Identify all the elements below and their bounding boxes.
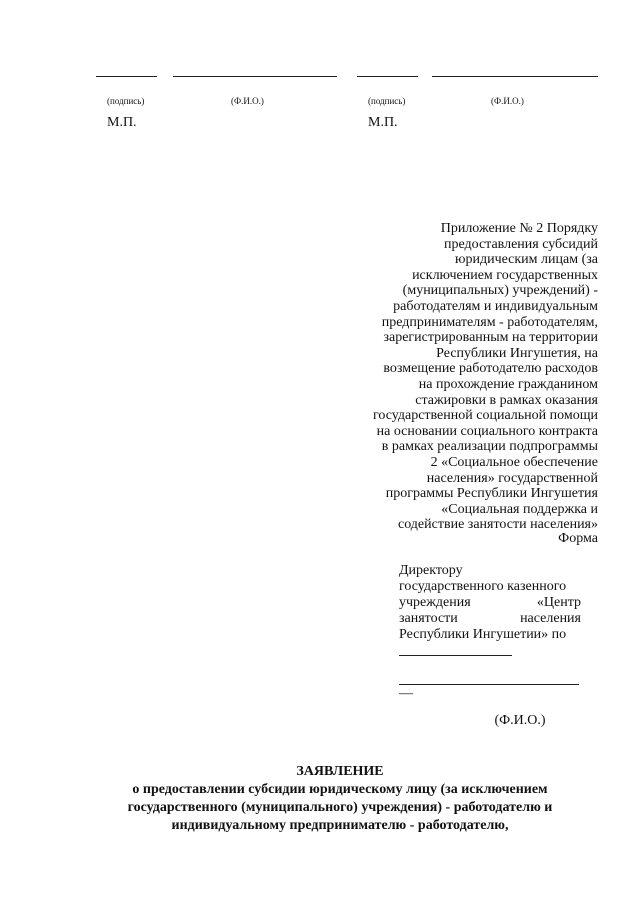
appendix-line: исключением государственных [412, 267, 598, 283]
appendix-line: предоставления субсидий [443, 236, 598, 252]
appendix-line: на прохождение гражданином [418, 376, 598, 392]
signature-line-2 [357, 76, 418, 77]
statement-subtitle-line: о предоставлении субсидии юридическому лицу (за исключением [132, 782, 548, 797]
addressee-dash: — [399, 686, 413, 701]
appendix-line: государственной социальной помощи [372, 408, 598, 424]
appendix-line: возмещение работодателю расходов [383, 361, 598, 377]
addressee-line: Директору [399, 563, 463, 578]
signature-line-1 [96, 76, 157, 77]
appendix-line: в рамках реализации подпрограммы [381, 439, 598, 455]
addressee-line [399, 595, 581, 611]
appendix-line: населения» государственной [426, 470, 598, 486]
stamp-place-1: М.П. [107, 115, 137, 130]
appendix-line: 2 «Социальное обеспечение [430, 454, 598, 470]
addressee-line: государственного казенного [399, 579, 567, 594]
signature-label-2: (подпись) [368, 96, 406, 106]
addressee-fill-line-2 [399, 684, 579, 685]
addressee-fill-line-1 [399, 655, 512, 656]
addressee-block [399, 563, 581, 643]
fio-label-2: (Ф.И.О.) [491, 96, 524, 106]
appendix-line: юридическим лицам (за [455, 252, 598, 268]
addressee-word: «Центр [536, 595, 581, 610]
appendix-line: Приложение № 2 Порядку [440, 221, 598, 236]
appendix-header [340, 221, 598, 533]
fio-line-1 [173, 76, 337, 77]
appendix-line: стажировки в рамках оказания [415, 392, 598, 408]
appendix-line: «Социальная поддержка и [441, 501, 598, 517]
addressee-word: населения [520, 611, 581, 626]
stamp-place-2: М.П. [368, 115, 398, 130]
statement-subtitle-line: индивидуальному предпринимателю - работодателю, [171, 818, 509, 833]
appendix-line: содействие занятости населения» [398, 517, 598, 533]
appendix-line: Республики Ингушетия, на [436, 345, 598, 361]
appendix-line: предпринимателям - работодателям, [381, 314, 598, 330]
addressee-word: занятости [399, 611, 458, 626]
statement-title: ЗАЯВЛЕНИЕ [296, 764, 384, 779]
addressee-line: Республики Ингушетии» по [399, 627, 567, 642]
appendix-line: работодателям и индивидуальным [393, 298, 598, 314]
appendix-line: (муниципальных) учреждений) - [402, 283, 598, 299]
addressee-word: учреждения [399, 595, 471, 610]
appendix-line: зарегистрированным на территории [383, 330, 598, 346]
statement-subtitle-line: государственного (муниципального) учреждения) - работодателю и [127, 800, 553, 815]
form-label: Форма [558, 531, 598, 546]
fio-label-1: (Ф.И.О.) [231, 96, 264, 106]
fio-line-2 [432, 76, 598, 77]
appendix-line: на основании социального контракта [376, 423, 598, 439]
addressee-line [399, 611, 581, 627]
addressee-fio-label: (Ф.И.О.) [494, 713, 546, 728]
signature-label-1: (подпись) [107, 96, 145, 106]
appendix-line: программы Республики Ингушетия [385, 486, 598, 502]
